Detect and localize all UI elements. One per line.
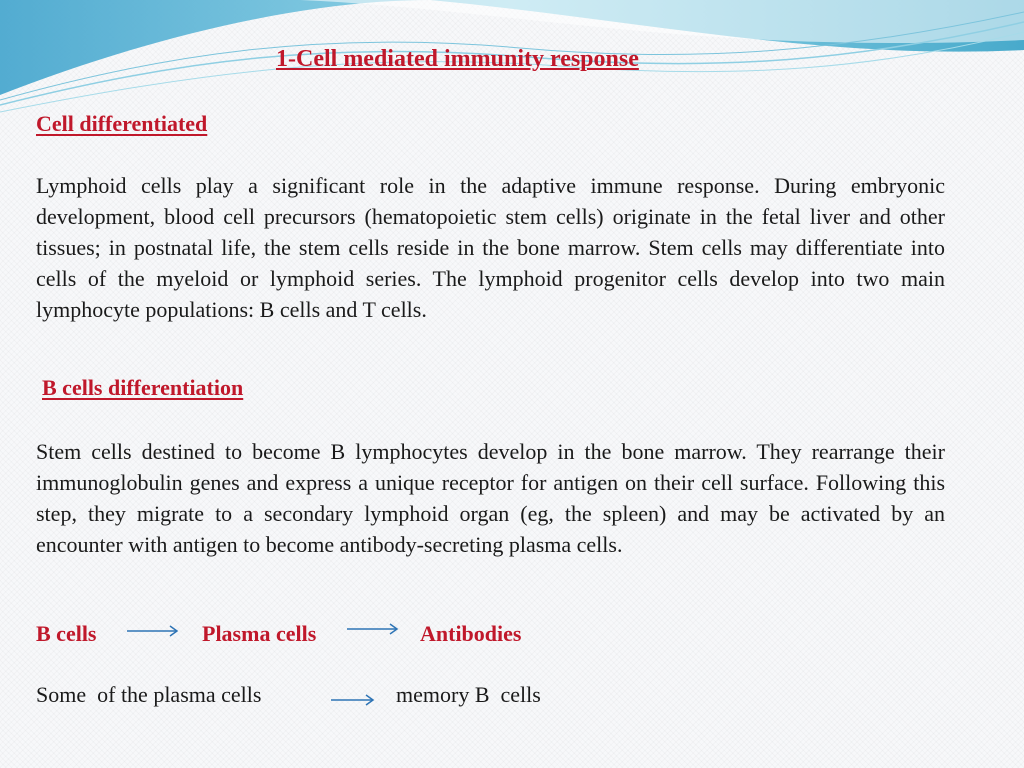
section-heading-b-cells-differentiation: B cells differentiation [42, 375, 244, 400]
arrow-right-icon [346, 622, 400, 636]
arrow-right-icon [330, 693, 376, 707]
arrow-right-icon [126, 624, 180, 638]
flow-step-plasma-cells: Plasma cells [202, 621, 317, 646]
slide-title: 1-Cell mediated immunity response [276, 46, 639, 72]
flow-step-antibodies: Antibodies [420, 621, 522, 646]
section-heading-cell-differentiated: Cell differentiated [36, 111, 208, 136]
section-paragraph-b-cells-differentiation: Stem cells destined to become B lymphocytes develop in the bone marrow. They rearrange their immunoglobulin genes and express a unique receptor for antigen on their cell surface. Following this step, they migrate to a secondary lymphoid organ (eg, the spleen) and may be activated by an encounter with antigen to become antibody-secreting plasma cells. [36, 439, 945, 557]
flow-target-memory-b-cells: memory B cells [396, 682, 541, 707]
flow-source-plasma-cells: Some of the plasma cells [36, 682, 262, 707]
flow-step-b-cells: B cells [36, 621, 97, 646]
section-paragraph-cell-differentiated: Lymphoid cells play a significant role in the adaptive immune response. During embryonic development, blood cell precursors (hematopoietic stem cells) originate in the fetal liver and other tissues; in postnatal life, the stem cells reside in the bone marrow. Stem cells may differentiate into cells of the myeloid or lymphoid series. The lymphoid progenitor cells develop into two main lymphocyte populations: B cells and T cells. [36, 173, 945, 322]
